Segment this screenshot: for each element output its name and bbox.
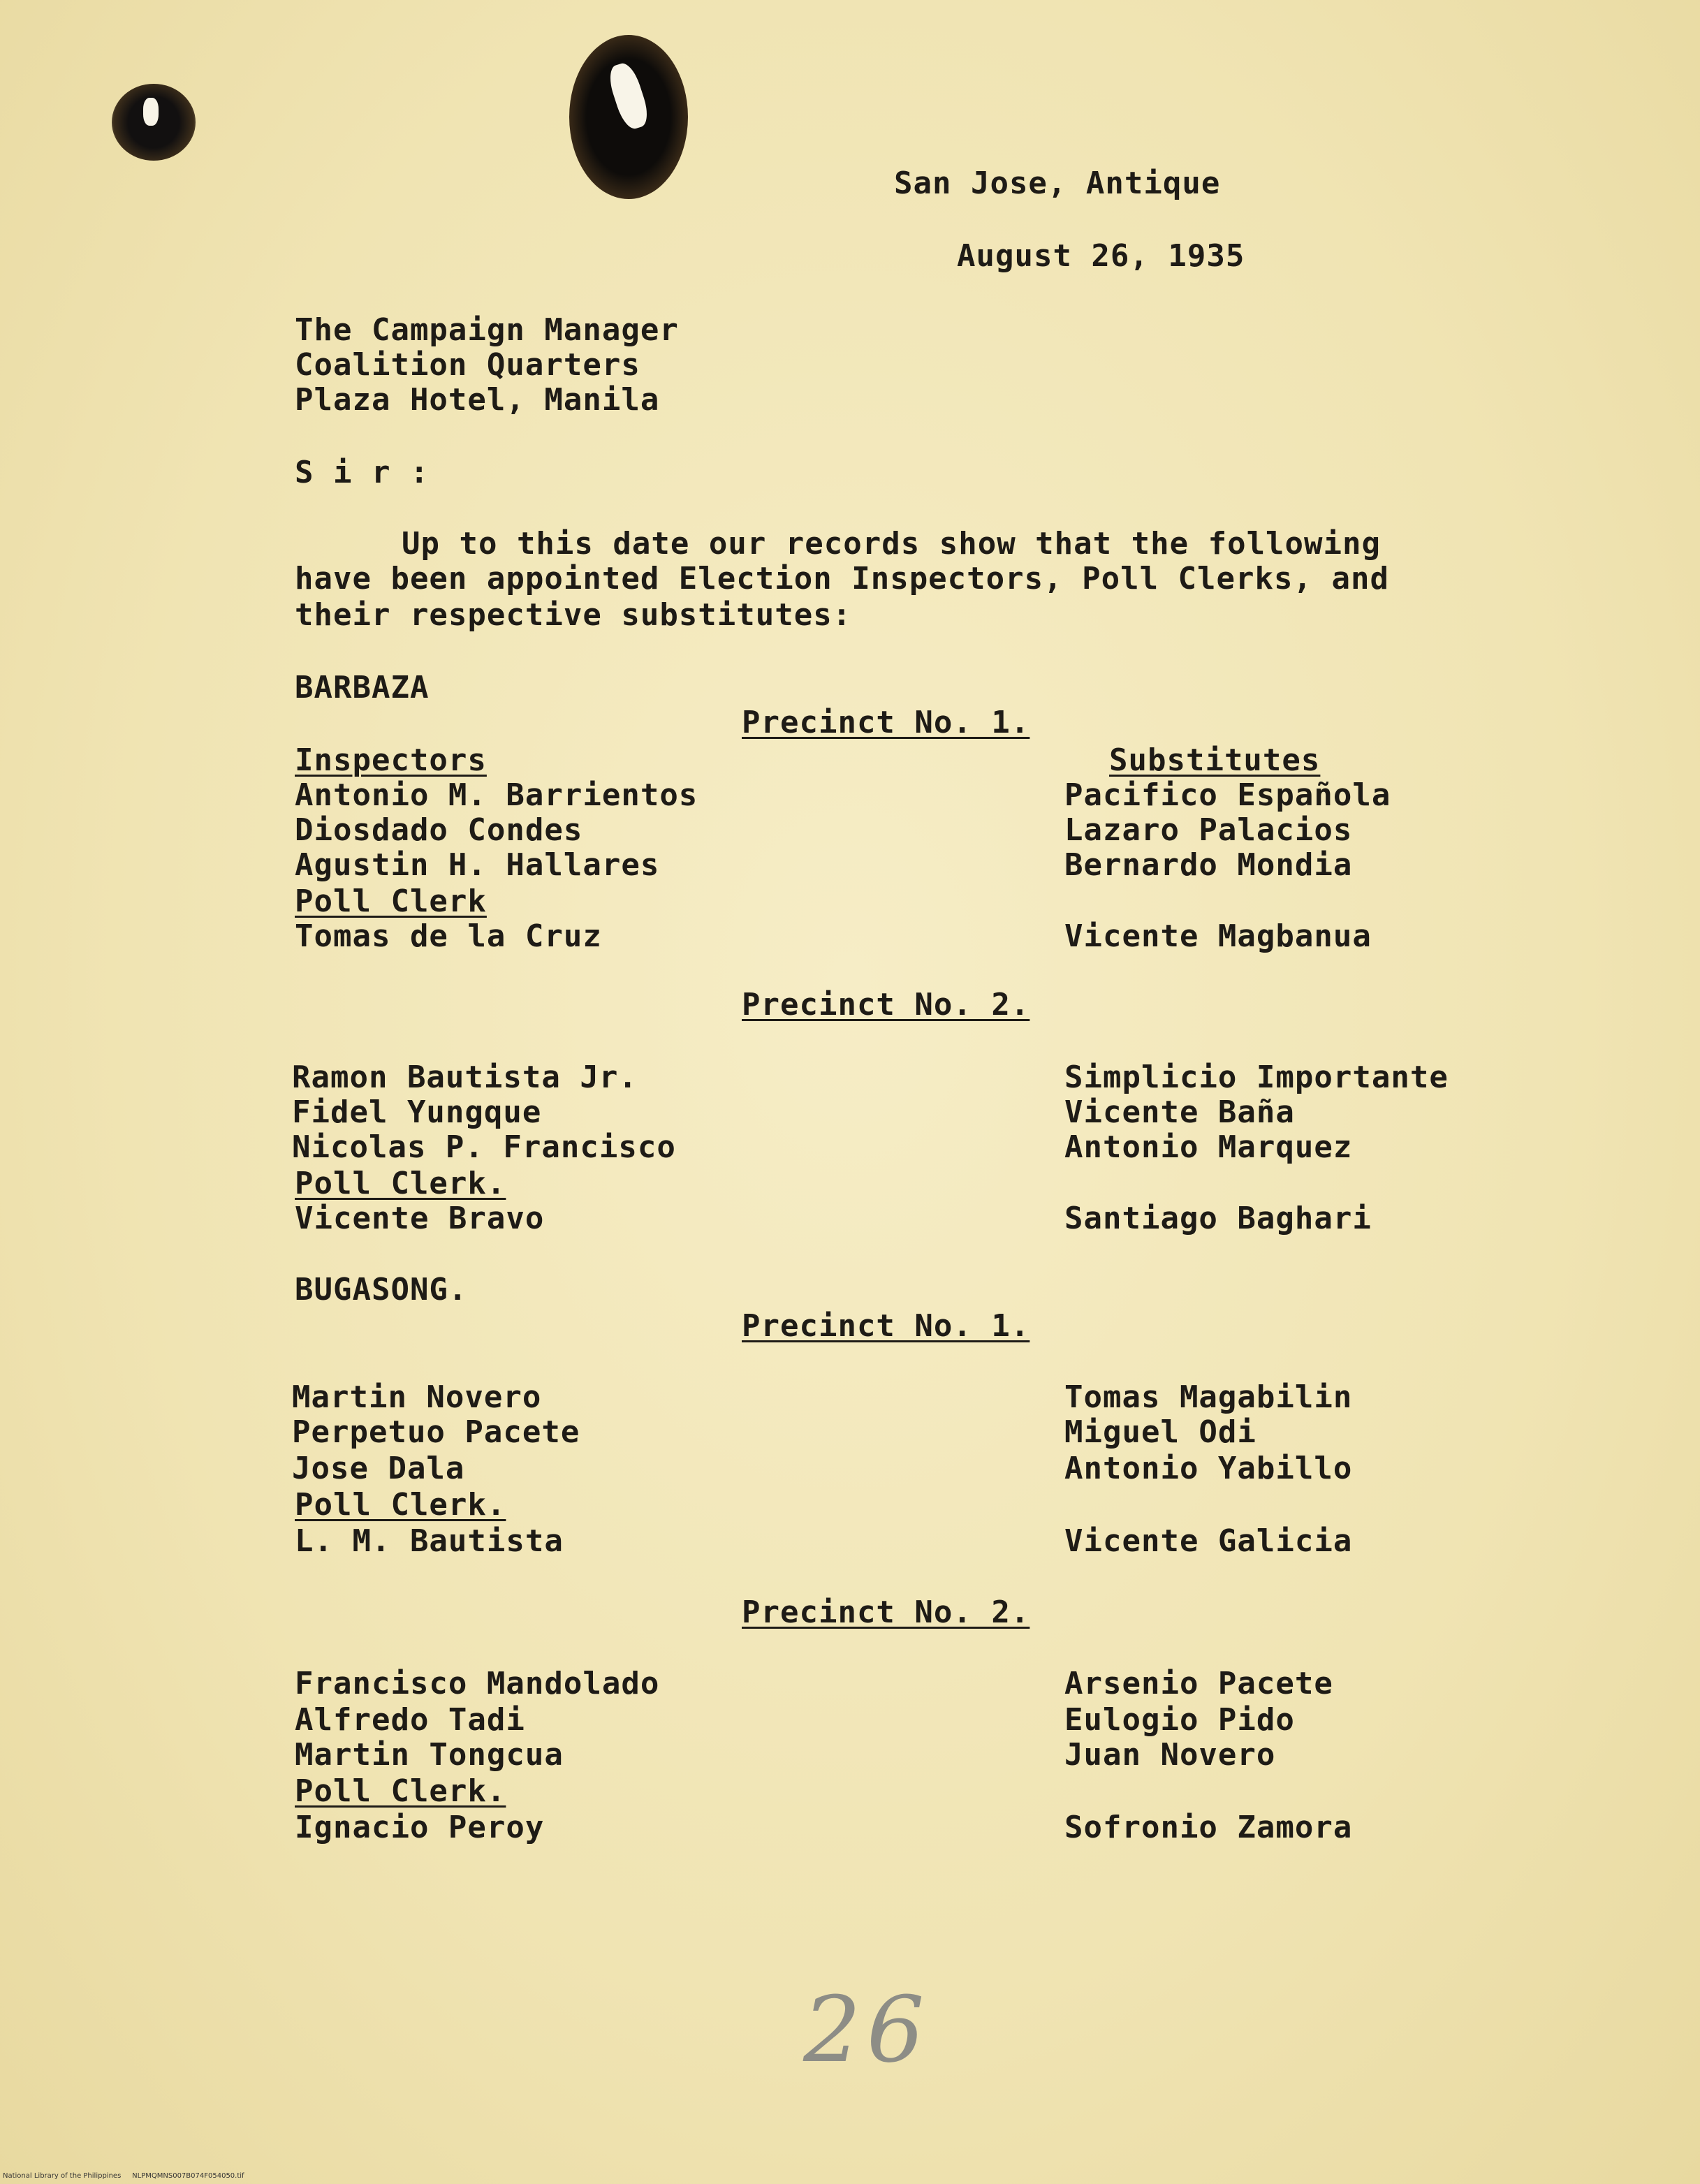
handwritten-page-number: 26 [803,1977,930,2083]
inspector-name: Jose Dala [292,1451,465,1486]
poll-clerk-name: Ignacio Peroy [295,1810,545,1845]
poll-clerk-label: Poll Clerk. [295,1773,506,1809]
poll-clerk-substitute: Vicente Galicia [1064,1523,1353,1559]
inspector-name: Diosdado Condes [295,812,583,848]
archive-footer: National Library of the Philippines NLPMQMNS007B074F054050.tif [3,2172,244,2180]
body-line-2: have been appointed Election Inspectors, Poll Clerks, and [295,561,1389,596]
precinct-title: Precinct No. 2. [742,1595,1030,1630]
letter-place: San Jose, Antique [894,166,1221,201]
substitute-name: Pacifico Española [1064,777,1391,813]
precinct-title: Precinct No. 1. [742,1308,1030,1344]
poll-clerk-name: L. M. Bautista [295,1523,564,1559]
poll-clerk-label: Poll Clerk. [295,1166,506,1201]
town-name: BARBAZA [295,670,430,705]
inspector-name: Nicolas P. Francisco [292,1129,676,1165]
inspector-name: Francisco Mandolado [295,1666,660,1701]
address-line-1: The Campaign Manager [295,312,679,348]
inspector-name: Ramon Bautista Jr. [292,1060,638,1095]
inspector-name: Agustin H. Hallares [295,847,660,883]
poll-clerk-label: Poll Clerk [295,884,487,919]
inspector-name: Antonio M. Barrientos [295,777,698,813]
body-line-3: their respective substitutes: [295,597,852,633]
substitute-name: Bernardo Mondia [1064,847,1353,883]
substitute-name: Simplicio Importante [1064,1060,1449,1095]
poll-clerk-substitute: Sofronio Zamora [1064,1810,1353,1845]
inspector-name: Fidel Yungque [292,1094,542,1130]
letter-date: August 26, 1935 [957,238,1245,274]
substitute-name: Miguel Odi [1064,1414,1256,1450]
poll-clerk-substitute: Santiago Baghari [1064,1201,1372,1236]
inspector-name: Martin Novero [292,1379,542,1415]
substitute-name: Arsenio Pacete [1064,1666,1333,1701]
poll-clerk-substitute: Vicente Magbanua [1064,918,1372,954]
substitute-name: Eulogio Pido [1064,1702,1295,1738]
precinct-title: Precinct No. 1. [742,705,1030,740]
substitute-name: Juan Novero [1064,1737,1276,1773]
substitute-name: Tomas Magabilin [1064,1379,1353,1415]
salutation: S i r : [295,455,430,490]
body-line-1: Up to this date our records show that the following [402,526,1382,562]
inspectors-heading: Inspectors [295,742,487,778]
poll-clerk-name: Tomas de la Cruz [295,918,602,954]
substitutes-heading: Substitutes [1109,742,1321,778]
substitute-name: Antonio Yabillo [1064,1451,1353,1486]
inspector-name: Perpetuo Pacete [292,1414,580,1450]
substitute-name: Vicente Baña [1064,1094,1295,1130]
address-line-3: Plaza Hotel, Manila [295,382,660,418]
poll-clerk-name: Vicente Bravo [295,1201,545,1236]
inspector-name: Martin Tongcua [295,1737,564,1773]
address-line-2: Coalition Quarters [295,347,640,383]
poll-clerk-label: Poll Clerk. [295,1487,506,1523]
substitute-name: Antonio Marquez [1064,1129,1353,1165]
substitute-name: Lazaro Palacios [1064,812,1353,848]
burn-hole-left [143,98,159,126]
inspector-name: Alfredo Tadi [295,1702,525,1738]
precinct-title: Precinct No. 2. [742,987,1030,1023]
town-name: BUGASONG. [295,1272,468,1307]
